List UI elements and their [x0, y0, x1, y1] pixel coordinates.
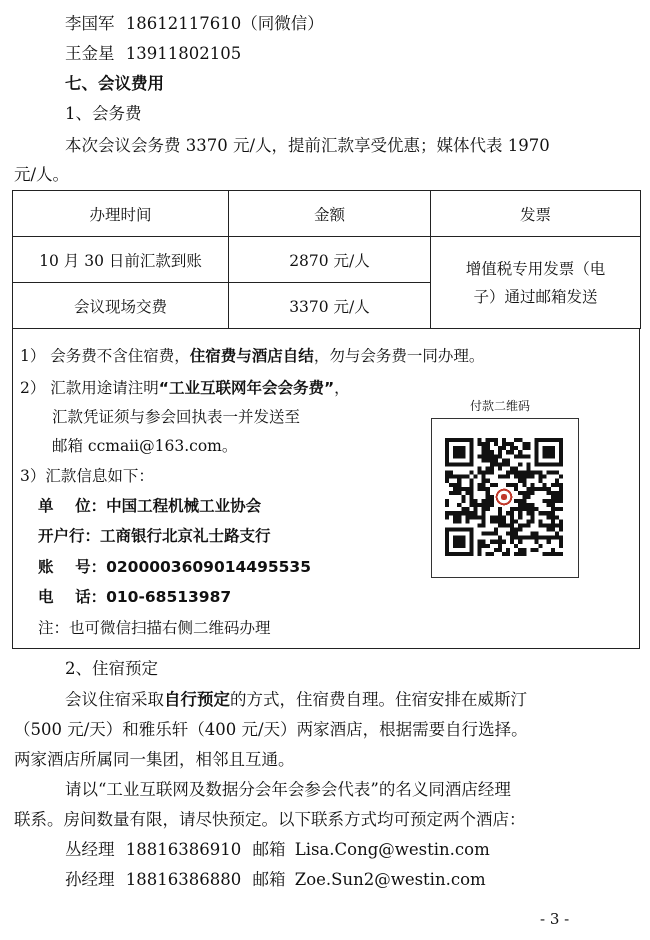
contact-name: 王金星 — [65, 44, 115, 63]
bank-value: 中国工程机械工业协会 — [106, 497, 262, 515]
note-2 — [20, 376, 350, 398]
bank-row-phone — [38, 585, 231, 607]
bank-value: 0200003609014495535 — [106, 558, 312, 576]
lodging-bold: 自行预定 — [164, 690, 230, 709]
lodging-line-2: （500 元/天）和雅乐轩（400 元/天）两家酒店，根据需要自行选择。 — [14, 720, 528, 739]
bank-label: 账 号： — [38, 558, 107, 576]
hotel-contact-1 — [65, 836, 490, 860]
lodging-text: 的方式，住宿费自理。住宿安排在威斯汀 — [230, 690, 527, 709]
lodging-line-1 — [65, 686, 527, 710]
note-3: 3）汇款信息如下： — [20, 467, 154, 485]
bank-label: 电 话： — [38, 588, 107, 606]
bank-value: 工商银行北京礼士路支行 — [100, 527, 271, 545]
note-2-line-3: 邮箱 ccmaii@163.com。 — [52, 437, 238, 455]
note-2-line-2: 汇款凭证须与参会回执表一并发送至 — [52, 408, 301, 426]
hotel-contact-name: 丛经理 — [65, 840, 115, 859]
hotel-contact-phone: 18816386910 — [125, 840, 242, 859]
payment-qr — [431, 418, 579, 578]
hotel-contact-2 — [65, 866, 486, 890]
row-time: 会议现场交费 — [13, 283, 229, 329]
fee-table-header-row — [13, 191, 641, 237]
fee-paragraph-line-2: 元/人。 — [14, 165, 70, 184]
fee-table — [12, 190, 641, 329]
lodging-line-4: 请以“工业互联网及数据分会年会参会代表”的名义同酒店经理 — [65, 780, 511, 799]
invoice-cell — [431, 237, 641, 329]
contact-phone: 13911802105 — [125, 44, 242, 63]
bank-row-unit — [38, 494, 261, 516]
invoice-line-1: 增值税专用发票（电 — [465, 259, 606, 278]
section-title: 七、会议费用 — [65, 74, 164, 93]
note-2-tail: ， — [334, 379, 350, 397]
hotel-contact-email-label: 邮箱 — [252, 870, 286, 889]
table-row — [13, 237, 641, 283]
note-1-tail: ，勿与会务费一同办理。 — [313, 347, 485, 365]
lodging-line-5: 联系。房间数量有限，请尽快预定。以下联系方式均可预定两个酒店： — [14, 810, 526, 829]
hotel-contact-name: 孙经理 — [65, 870, 115, 889]
lodging-line-3: 两家酒店所属同一集团，相邻且互通。 — [14, 750, 295, 769]
hotel-contact-email-label: 邮箱 — [252, 840, 286, 859]
bank-row-account — [38, 555, 311, 577]
bank-value: 010-68513987 — [106, 588, 232, 606]
row-time: 10 月 30 日前汇款到账 — [13, 237, 229, 283]
hotel-contact-email: Zoe.Sun2@westin.com — [294, 870, 486, 889]
header-invoice: 发票 — [431, 191, 641, 237]
note-1-bold: 住宿费与酒店自结 — [189, 347, 314, 365]
subsection-fee-title: 1、会务费 — [65, 104, 142, 123]
subsection-lodging-title: 2、住宿预定 — [65, 659, 158, 678]
row-amount: 2870 元/人 — [229, 237, 431, 283]
bank-label: 单 位： — [38, 497, 107, 515]
fee-paragraph-line-1: 本次会议会务费 3370 元/人，提前汇款享受优惠；媒体代表 1970 — [65, 136, 550, 155]
hotel-contact-email: Lisa.Cong@westin.com — [294, 840, 490, 859]
header-amount: 金额 — [229, 191, 431, 237]
note-2-text: 2） 汇款用途请注明 — [20, 379, 159, 397]
row-amount: 3370 元/人 — [229, 283, 431, 329]
invoice-line-2: 子）通过邮箱发送 — [473, 287, 598, 306]
lodging-text: 会议住宿采取 — [65, 690, 164, 709]
note-1-text: 1） 会务费不含住宿费， — [20, 347, 190, 365]
hotel-contact-phone: 18816386880 — [125, 870, 242, 889]
qr-code-icon — [445, 434, 563, 560]
note-2-bold: “工业互联网年会会务费” — [158, 379, 335, 397]
bank-row-branch — [38, 524, 271, 546]
contact-note: （同微信） — [241, 14, 324, 33]
header-time: 办理时间 — [13, 191, 229, 237]
page-number: - 3 - — [540, 910, 570, 928]
contact-name: 李国军 — [65, 14, 115, 33]
note-wechat: 注：也可微信扫描右侧二维码办理 — [38, 619, 271, 637]
contact-line-1 — [65, 10, 324, 34]
qr-caption: 付款二维码 — [470, 399, 531, 413]
bank-label: 开户行： — [38, 527, 101, 545]
note-1 — [20, 344, 484, 366]
contact-line-2 — [65, 40, 241, 64]
contact-phone: 18612117610 — [125, 14, 242, 33]
